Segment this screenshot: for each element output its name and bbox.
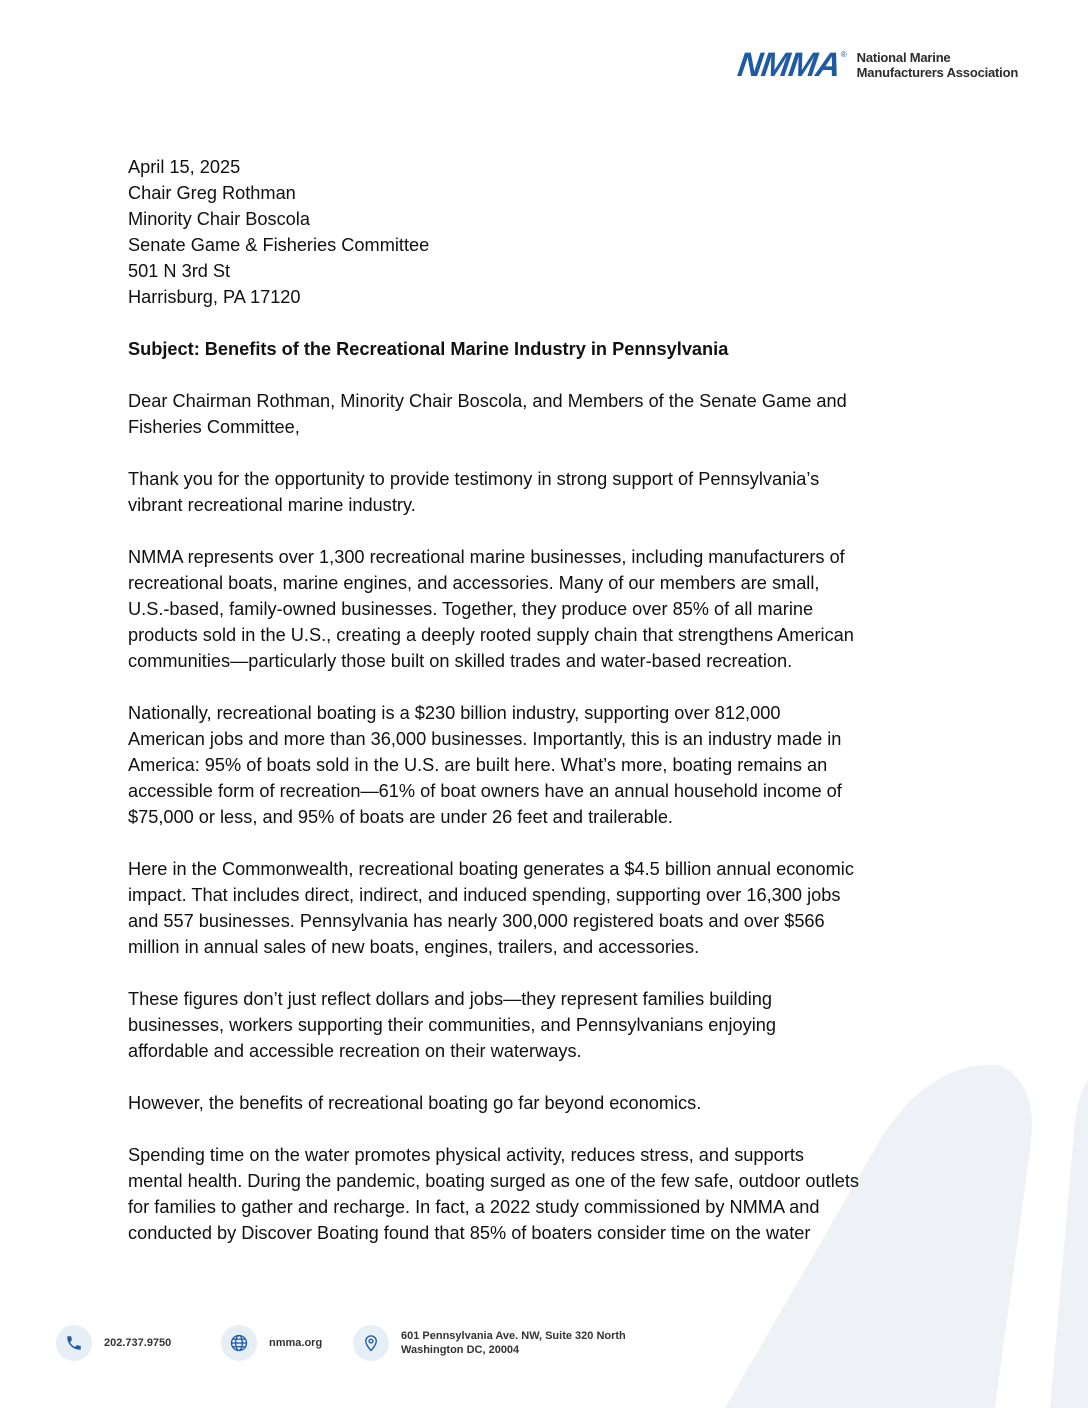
phone-number: 202.737.9750 — [104, 1337, 172, 1349]
office-address — [401, 1329, 626, 1357]
office-address-line2: Washington DC, 20004 — [401, 1344, 520, 1356]
recipient-city: Harrisburg, PA 17120 — [128, 287, 301, 307]
paragraph-commonwealth — [128, 856, 968, 960]
salutation-line: Dear Chairman Rothman, Minority Chair Boscola, and Members of the Senate Game and — [128, 391, 847, 411]
paragraph-line: NMMA represents over 1,300 recreational marine businesses, including manufacturers of — [128, 547, 845, 567]
paragraph-line: million in annual sales of new boats, engines, trailers, and accessories. — [128, 937, 700, 957]
paragraph-line: affordable and accessible recreation on their waterways. — [128, 1041, 582, 1061]
registered-mark: ® — [840, 50, 847, 59]
letter-body — [128, 154, 968, 1246]
organization-name-line1: National Marine — [856, 50, 951, 65]
nmma-logo — [735, 46, 1019, 84]
paragraph-intro — [128, 466, 968, 518]
paragraph-line: recreational boats, marine engines, and accessories. Many of our members are small, — [128, 573, 820, 593]
paragraph-line: mental health. During the pandemic, boating surged as one of the few safe, outdoor outlets — [128, 1171, 859, 1191]
office-address-line1: 601 Pennsylvania Ave. NW, Suite 320 North — [401, 1330, 626, 1342]
address-block — [128, 154, 968, 310]
paragraph-line: America: 95% of boats sold in the U.S. are built here. What’s more, boating remains an — [128, 755, 828, 775]
paragraph-line: businesses, workers supporting their communities, and Pennsylvanians enjoying — [128, 1015, 777, 1035]
organization-name-line2: Manufacturers Association — [856, 65, 1019, 80]
paragraph-line: communities—particularly those built on skilled trades and water-based recreation. — [128, 651, 793, 671]
recipient-minority-chair: Minority Chair Boscola — [128, 209, 310, 229]
paragraph-figures — [128, 986, 968, 1064]
paragraph-line: vibrant recreational marine industry. — [128, 495, 416, 515]
recipient-committee: Senate Game & Fisheries Committee — [128, 235, 430, 255]
paragraph-line: However, the benefits of recreational boating go far beyond economics. — [128, 1093, 702, 1113]
paragraph-line: impact. That includes direct, indirect, and induced spending, supporting over 16,300 jobs — [128, 885, 841, 905]
page-footer — [56, 1325, 756, 1365]
website-link[interactable]: nmma.org — [269, 1337, 323, 1349]
paragraph-line: Spending time on the water promotes physical activity, reduces stress, and supports — [128, 1145, 804, 1165]
paragraph-benefits — [128, 1090, 968, 1116]
paragraph-line: products sold in the U.S., creating a deeply rooted supply chain that strengthens American — [128, 625, 854, 645]
paragraph-line: and 557 businesses. Pennsylvania has nearly 300,000 registered boats and over $566 — [128, 911, 825, 931]
footer-phone — [56, 1325, 171, 1361]
paragraph-nmma — [128, 544, 968, 674]
letter-date: April 15, 2025 — [128, 157, 241, 177]
paragraph-line: American jobs and more than 36,000 businesses. Importantly, this is an industry made in — [128, 729, 842, 749]
paragraph-line: $75,000 or less, and 95% of boats are under 26 feet and trailerable. — [128, 807, 673, 827]
phone-icon — [56, 1325, 92, 1361]
recipient-chair: Chair Greg Rothman — [128, 183, 296, 203]
footer-website — [221, 1325, 322, 1361]
paragraph-line: Here in the Commonwealth, recreational boating generates a $4.5 billion annual economic — [128, 859, 854, 879]
salutation — [128, 388, 968, 440]
globe-icon — [221, 1325, 257, 1361]
recipient-street: 501 N 3rd St — [128, 261, 231, 281]
paragraph-line: Thank you for the opportunity to provide testimony in strong support of Pennsylvania’s — [128, 469, 820, 489]
paragraph-line: U.S.-based, family-owned businesses. Together, they produce over 85% of all marine — [128, 599, 814, 619]
paragraph-line: These figures don’t just reflect dollars and jobs—they represent families building — [128, 989, 772, 1009]
location-pin-icon — [353, 1325, 389, 1361]
paragraph-health — [128, 1142, 968, 1246]
paragraph-line: for families to gather and recharge. In fact, a 2022 study commissioned by NMMA and — [128, 1197, 820, 1217]
logo-mark: NMMA — [735, 46, 843, 84]
salutation-line: Fisheries Committee, — [128, 417, 300, 437]
paragraph-line: accessible form of recreation—61% of boat owners have an annual household income of — [128, 781, 842, 801]
paragraph-national — [128, 700, 968, 830]
paragraph-line: Nationally, recreational boating is a $230 billion industry, supporting over 812,000 — [128, 703, 781, 723]
subject-line: Subject: Benefits of the Recreational Marine Industry in Pennsylvania — [128, 339, 729, 359]
paragraph-line: conducted by Discover Boating found that 85% of boaters consider time on the water — [128, 1223, 811, 1243]
organization-name — [857, 50, 1018, 80]
footer-address — [353, 1325, 626, 1361]
